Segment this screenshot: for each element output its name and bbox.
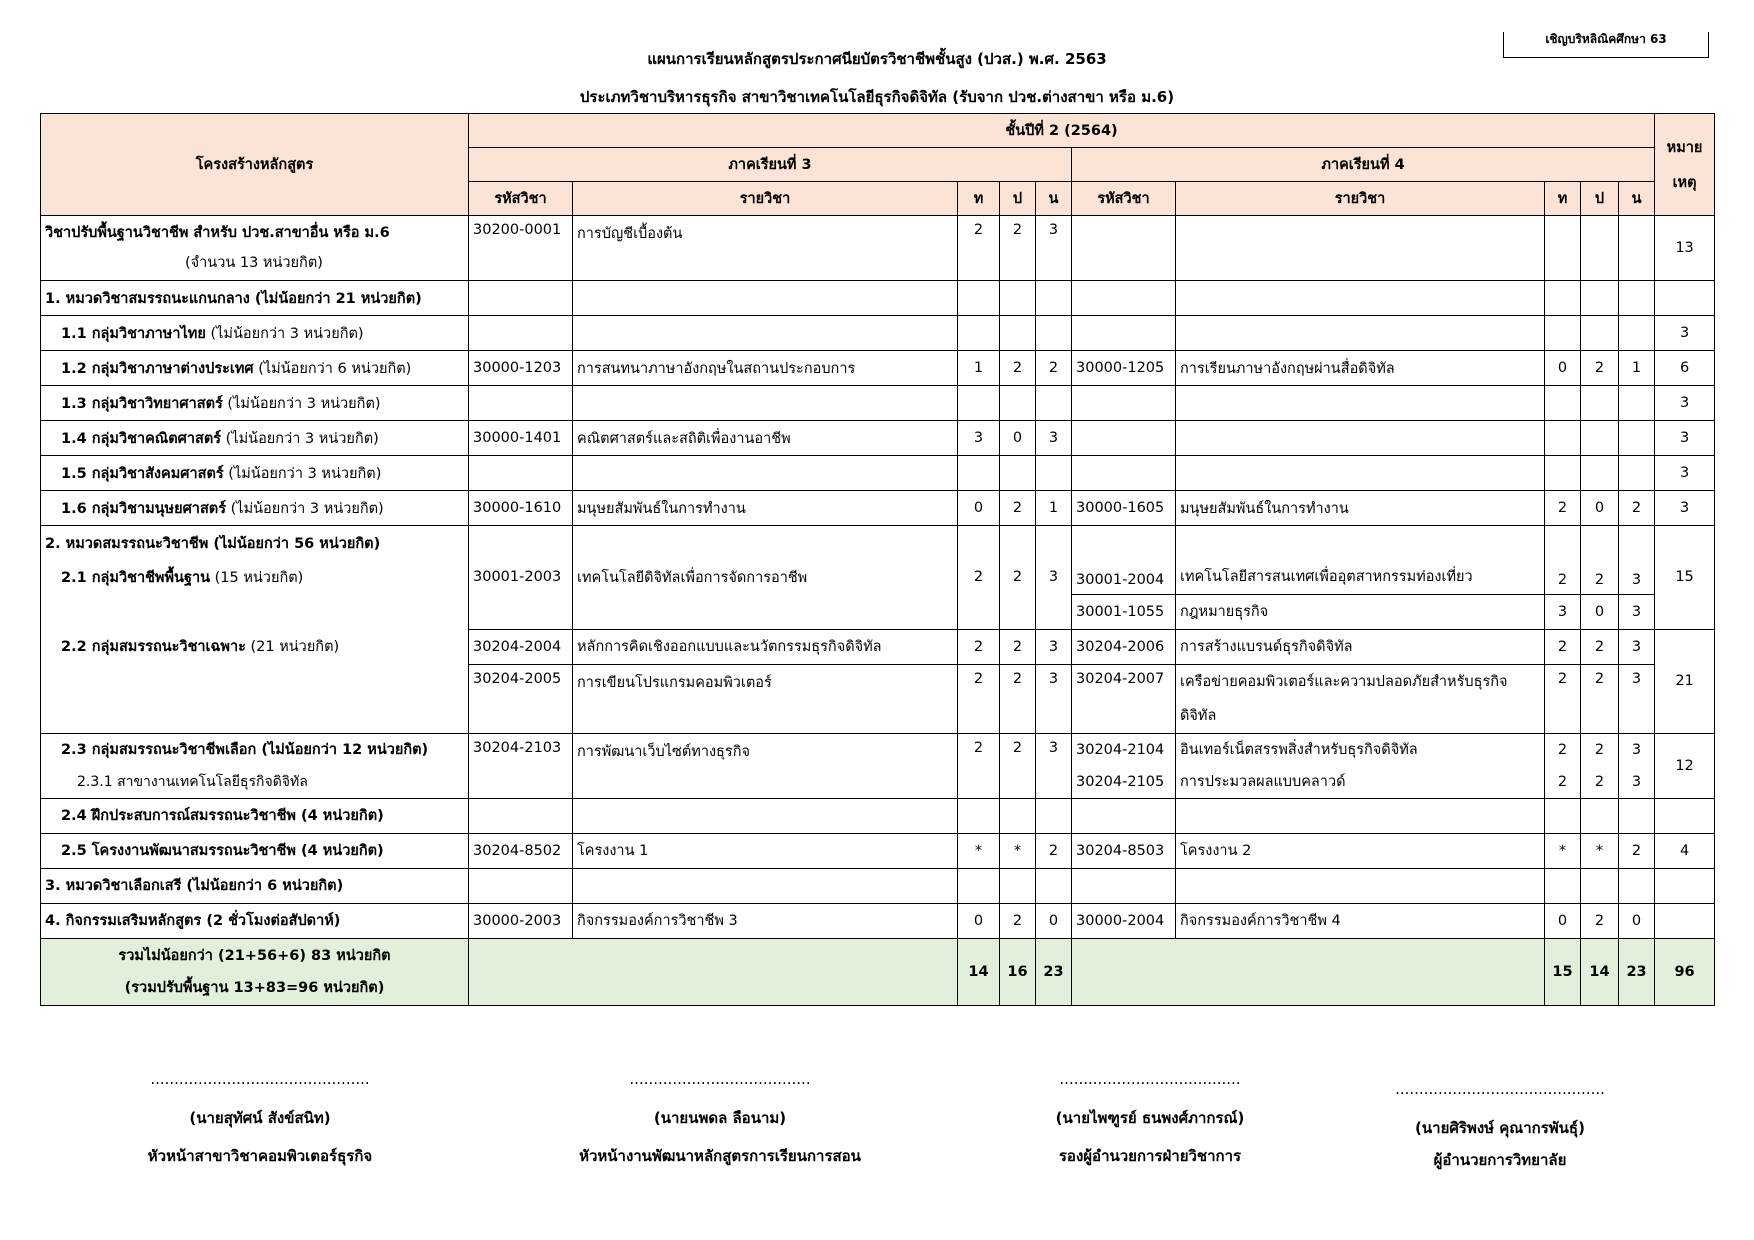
remark-cell: 4 <box>1655 833 1715 868</box>
course-code: 30204-8503 <box>1072 833 1176 868</box>
table-row <box>41 386 1715 421</box>
course-code: 30204-2007 <box>1072 664 1176 733</box>
course-code: 30204-2103 <box>469 733 573 798</box>
credits: 2 <box>1036 833 1072 868</box>
signature-block-3 <box>950 1070 1350 1168</box>
code-header: รหัสวิชา <box>1072 182 1176 216</box>
signer-name: (นายสุทัศน์ สังข์สนิท) <box>189 1109 331 1127</box>
credits: 3 <box>1036 526 1072 630</box>
total-theory: 15 <box>1545 938 1581 1005</box>
theory-hours: 2 <box>1545 491 1581 526</box>
structure-cell: 2.3 กลุ่มสมรรถนะวิชาชีพเลือก (ไม่น้อยกว่า 12 หน่วยกิต) 2.3.1 สาขางานเทคโนโลยีธุรกิจดิจิทัล <box>41 733 469 798</box>
course-name: การเรียนภาษาอังกฤษผ่านสื่อดิจิทัล <box>1176 351 1545 386</box>
course-name-pair: อินเทอร์เน็ตสรรพสิ่งสำหรับธุรกิจดิจิทัล การประมวลผลแบบคลาวด์ <box>1176 733 1545 798</box>
structure-cell <box>41 594 469 629</box>
practice-hours: 2 <box>1581 351 1619 386</box>
structure-cell: 2.2 กลุ่มสมรรถนะวิชาเฉพาะ (21 หน่วยกิต) <box>41 629 469 664</box>
practice-hours: 2 <box>1000 629 1036 664</box>
course-name: มนุษยสัมพันธ์ในการทำงาน <box>1176 491 1545 526</box>
structure-cell: 1.5 กลุ่มวิชาสังคมศาสตร์ (ไม่น้อยกว่า 3 หน่วยกิต) <box>41 456 469 491</box>
practice-header: ป <box>1000 182 1036 216</box>
practice-hours: 2 <box>1581 526 1619 595</box>
course-name: การเขียนโปรแกรมคอมพิวเตอร์ <box>573 664 958 733</box>
practice-hours: 2 <box>1581 629 1619 664</box>
credits: 2 <box>1619 833 1655 868</box>
course-name: เทคโนโลยีดิจิทัลเพื่อการจัดการอาชีพ <box>573 526 958 630</box>
course-code: 30000-1610 <box>469 491 573 526</box>
total-theory: 14 <box>958 938 1000 1005</box>
structure-cell: 1. หมวดวิชาสมรรถนะแกนกลาง (ไม่น้อยกว่า 21 หน่วยกิต) <box>41 281 469 316</box>
table-row <box>41 733 1715 798</box>
practice-hours: 2 <box>1000 351 1036 386</box>
signature-line: ...................................... <box>1059 1070 1241 1088</box>
course-name: กิจกรรมองค์การวิชาชีพ 3 <box>573 903 958 938</box>
credits: 3 <box>1619 594 1655 629</box>
course-name: กฎหมายธุรกิจ <box>1176 594 1545 629</box>
practice-hours: * <box>1000 833 1036 868</box>
course-code: 30000-1205 <box>1072 351 1176 386</box>
course-code: 30000-2004 <box>1072 903 1176 938</box>
signer-name: (นายไพฑูรย์ ธนพงศ์ภากรณ์) <box>1055 1109 1245 1127</box>
course-name: มนุษยสัมพันธ์ในการทำงาน <box>573 491 958 526</box>
theory-hours: * <box>1545 833 1581 868</box>
signer-name: (นายศิริพงษ์ คุณากรพันธุ์) <box>1415 1119 1585 1137</box>
theory-hours: 0 <box>1545 903 1581 938</box>
theory-hours: 1 <box>958 351 1000 386</box>
theory-hours: 2 <box>958 733 1000 798</box>
theory-hours: 2 <box>958 526 1000 630</box>
practice-hours: 2 <box>1000 903 1036 938</box>
credits: 3 <box>1619 664 1655 733</box>
theory-hours: 0 <box>1545 351 1581 386</box>
course-code: 30204-2005 <box>469 664 573 733</box>
structure-cell: 2.1 กลุ่มวิชาชีพพื้นฐาน (15 หน่วยกิต) <box>41 560 469 594</box>
theory-hours: 3 <box>1545 594 1581 629</box>
course-name: โครงงาน 1 <box>573 833 958 868</box>
structure-cell: 2.4 ฝึกประสบการณ์สมรรถนะวิชาชีพ (4 หน่วยกิต) <box>41 798 469 833</box>
credits: 3 <box>1036 733 1072 798</box>
credit-header: น <box>1619 182 1655 216</box>
total-credits: 23 <box>1619 938 1655 1005</box>
theory-hours: 2 <box>1545 629 1581 664</box>
header-stamp: เชิญบริหลิณิคศึกษา 63 <box>1503 32 1709 58</box>
credit-header: น <box>1036 182 1072 216</box>
structure-cell: 2.5 โครงงานพัฒนาสมรรถนะวิชาชีพ (4 หน่วยกิต) <box>41 833 469 868</box>
table-row <box>41 833 1715 868</box>
signer-position: รองผู้อำนวยการฝ่ายวิชาการ <box>1058 1147 1242 1165</box>
course-name: การพัฒนาเว็บไซต์ทางธุรกิจ <box>573 733 958 798</box>
credits: 3 3 <box>1619 733 1655 798</box>
course-code: 30000-2003 <box>469 903 573 938</box>
remark-cell: 3 <box>1655 316 1715 351</box>
structure-cell <box>41 664 469 733</box>
credits: 3 <box>1619 629 1655 664</box>
curriculum-table <box>40 113 1715 1006</box>
remark-cell: 6 <box>1655 351 1715 386</box>
total-practice: 16 <box>1000 938 1036 1005</box>
structure-cell: 2. หมวดสมรรถนะวิชาชีพ (ไม่น้อยกว่า 56 หน่วยกิต) <box>41 526 469 561</box>
practice-hours: 2 <box>1581 664 1619 733</box>
theory-header: ท <box>958 182 1000 216</box>
credits: 0 <box>1619 903 1655 938</box>
total-practice: 14 <box>1581 938 1619 1005</box>
structure-cell: 1.2 กลุ่มวิชาภาษาต่างประเทศ (ไม่น้อยกว่า 6 หน่วยกิต) <box>41 351 469 386</box>
theory-hours: 2 <box>1545 526 1581 595</box>
remark-header: หมาย เหตุ <box>1655 114 1715 216</box>
signer-position: หัวหน้าสาขาวิชาคอมพิวเตอร์ธุรกิจ <box>147 1147 373 1165</box>
signature-line: ...................................... <box>629 1070 811 1088</box>
remark-cell: 13 <box>1655 216 1715 281</box>
course-code: 30204-2006 <box>1072 629 1176 664</box>
course-name: เครือข่ายคอมพิวเตอร์และความปลอดภัยสำหรับธุรกิจดิจิทัล <box>1176 664 1545 733</box>
practice-hours: 2 <box>1000 664 1036 733</box>
signer-name: (นายนพดล ลือนาม) <box>653 1109 787 1127</box>
practice-hours: 0 <box>1581 491 1619 526</box>
remark-cell: 12 <box>1655 733 1715 798</box>
structure-cell: 1.1 กลุ่มวิชาภาษาไทย (ไม่น้อยกว่า 3 หน่วยกิต) <box>41 316 469 351</box>
total-label: รวมไม่น้อยกว่า (21+56+6) 83 หน่วยกิต (รวมปรับพื้นฐาน 13+83=96 หน่วยกิต) <box>41 938 469 1005</box>
signature-line: ............................................ <box>1395 1080 1605 1098</box>
table-row <box>41 868 1715 903</box>
structure-cell: 1.4 กลุ่มวิชาคณิตศาสตร์ (ไม่น้อยกว่า 3 หน่วยกิต) <box>41 421 469 456</box>
signature-line: .............................................. <box>150 1070 370 1088</box>
total-credits: 23 <box>1036 938 1072 1005</box>
course-code: 30204-8502 <box>469 833 573 868</box>
course-code: 30204-2004 <box>469 629 573 664</box>
structure-cell: วิชาปรับพื้นฐานวิชาชีพ สำหรับ ปวช.สาขาอื่น หรือ ม.6 (จำนวน 13 หน่วยกิต) <box>41 216 469 281</box>
course-name: การสร้างแบรนด์ธุรกิจดิจิทัล <box>1176 629 1545 664</box>
course-code: 30001-2004 <box>1072 526 1176 595</box>
credits: 0 <box>1036 903 1072 938</box>
table-row <box>41 798 1715 833</box>
course-code: 30200-0001 <box>469 216 573 281</box>
table-header <box>41 114 1715 216</box>
theory-hours: 2 <box>958 629 1000 664</box>
table-row <box>41 629 1715 664</box>
course-code-pair: 30204-2104 30204-2105 <box>1072 733 1176 798</box>
remark-cell: 15 <box>1655 526 1715 630</box>
table-row <box>41 316 1715 351</box>
table-row <box>41 903 1715 938</box>
course-name: โครงงาน 2 <box>1176 833 1545 868</box>
signature-block-1 <box>60 1070 460 1168</box>
theory-hours: 0 <box>958 903 1000 938</box>
remark-cell: 3 <box>1655 491 1715 526</box>
table-row <box>41 526 1715 561</box>
remark-cell: 3 <box>1655 456 1715 491</box>
signer-position: ผู้อำนวยการวิทยาลัย <box>1433 1151 1567 1169</box>
course-name: เทคโนโลยีสารสนเทศเพื่ออุตสาหกรรมท่องเที่ยว <box>1176 526 1545 595</box>
table-row <box>41 456 1715 491</box>
theory-hours: 2 <box>958 216 1000 281</box>
semester3-header: ภาคเรียนที่ 3 <box>469 148 1072 182</box>
subject-header: รายวิชา <box>573 182 958 216</box>
course-name: หลักการคิดเชิงออกแบบและนวัตกรรมธุรกิจดิจิทัล <box>573 629 958 664</box>
practice-hours: * <box>1581 833 1619 868</box>
theory-hours: 2 <box>958 664 1000 733</box>
credits: 3 <box>1036 629 1072 664</box>
theory-hours: 3 <box>958 421 1000 456</box>
total-remark: 96 <box>1655 938 1715 1005</box>
structure-cell: 1.6 กลุ่มวิชามนุษยศาสตร์ (ไม่น้อยกว่า 3 หน่วยกิต) <box>41 491 469 526</box>
course-name: กิจกรรมองค์การวิชาชีพ 4 <box>1176 903 1545 938</box>
course-code: 30000-1203 <box>469 351 573 386</box>
credits: 3 <box>1036 664 1072 733</box>
course-code: 30000-1401 <box>469 421 573 456</box>
course-name: การสนทนาภาษาอังกฤษในสถานประกอบการ <box>573 351 958 386</box>
semester4-header: ภาคเรียนที่ 4 <box>1072 148 1655 182</box>
structure-cell: 4. กิจกรรมเสริมหลักสูตร (2 ชั่วโมงต่อสัปดาห์) <box>41 903 469 938</box>
table-row <box>41 216 1715 281</box>
practice-hours: 2 <box>1000 216 1036 281</box>
remark-cell: 21 <box>1655 629 1715 733</box>
credits: 2 <box>1619 491 1655 526</box>
course-name: คณิตศาสตร์และสถิติเพื่องานอาชีพ <box>573 421 958 456</box>
table-row <box>41 351 1715 386</box>
practice-hours: 0 <box>1581 594 1619 629</box>
practice-hours: 2 2 <box>1581 733 1619 798</box>
practice-hours: 2 <box>1000 526 1036 630</box>
practice-hours: 0 <box>1000 421 1036 456</box>
subject-header: รายวิชา <box>1176 182 1545 216</box>
year-header: ชั้นปีที่ 2 (2564) <box>469 114 1655 148</box>
course-code: 30000-1605 <box>1072 491 1176 526</box>
remark-cell: 3 <box>1655 386 1715 421</box>
theory-hours: 2 2 <box>1545 733 1581 798</box>
table-row <box>41 491 1715 526</box>
practice-hours: 2 <box>1581 903 1619 938</box>
structure-header: โครงสร้างหลักสูตร <box>41 114 469 216</box>
theory-header: ท <box>1545 182 1581 216</box>
theory-hours: 2 <box>1545 664 1581 733</box>
remark-cell: 3 <box>1655 421 1715 456</box>
total-row <box>41 938 1715 1005</box>
practice-hours: 2 <box>1000 491 1036 526</box>
table-row <box>41 281 1715 316</box>
credits: 3 <box>1036 421 1072 456</box>
credits: 2 <box>1036 351 1072 386</box>
structure-cell: 3. หมวดวิชาเลือกเสรี (ไม่น้อยกว่า 6 หน่วยกิต) <box>41 868 469 903</box>
table-row <box>41 664 1715 733</box>
course-code: 30001-2003 <box>469 526 573 630</box>
theory-hours: 0 <box>958 491 1000 526</box>
page-subtitle: ประเภทวิชาบริหารธุรกิจ สาขาวิชาเทคโนโลยีธุรกิจดิจิทัล (รับจาก ปวช.ต่างสาขา หรือ ม.6) <box>579 88 1175 106</box>
theory-hours: * <box>958 833 1000 868</box>
practice-hours: 2 <box>1000 733 1036 798</box>
table-row <box>41 421 1715 456</box>
code-header: รหัสวิชา <box>469 182 573 216</box>
signature-block-2 <box>520 1070 920 1168</box>
structure-cell: 1.3 กลุ่มวิชาวิทยาศาสตร์ (ไม่น้อยกว่า 3 หน่วยกิต) <box>41 386 469 421</box>
signature-block-4 <box>1300 1080 1700 1172</box>
credits: 3 <box>1036 216 1072 281</box>
course-name: การบัญชีเบื้องต้น <box>573 216 958 281</box>
table-body <box>41 216 1715 939</box>
practice-header: ป <box>1581 182 1619 216</box>
signer-position: หัวหน้างานพัฒนาหลักสูตรการเรียนการสอน <box>579 1147 861 1165</box>
credits: 3 <box>1619 526 1655 595</box>
page-title: แผนการเรียนหลักสูตรประกาศนียบัตรวิชาชีพชั้นสูง (ปวส.) พ.ศ. 2563 <box>647 50 1107 68</box>
course-code: 30001-1055 <box>1072 594 1176 629</box>
credits: 1 <box>1036 491 1072 526</box>
credits: 1 <box>1619 351 1655 386</box>
